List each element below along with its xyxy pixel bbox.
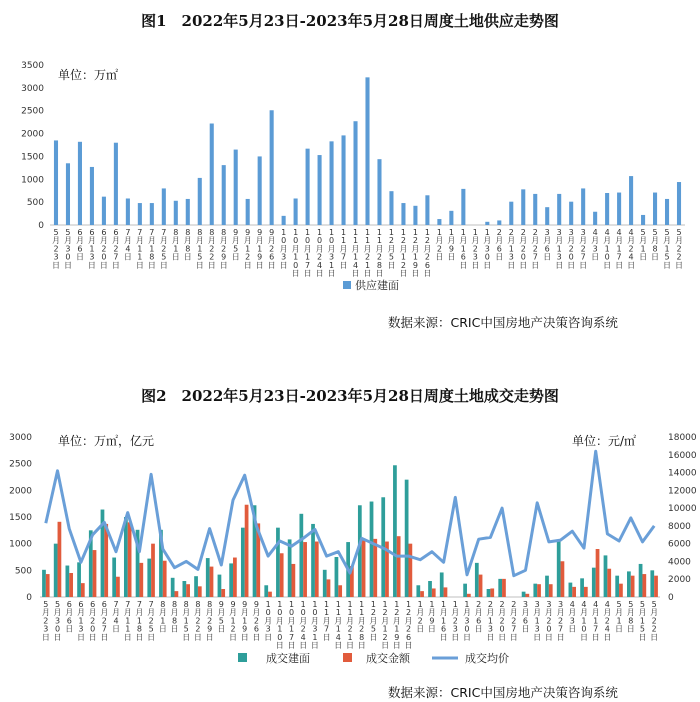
chart2-bar-area [311,524,315,597]
chart2-x-tick: 5 月 2 3 日 [41,600,50,642]
chart2-x-tick: 3 月 6 日 [521,600,530,634]
chart2-x-tick: 6 月 2 0 日 [88,600,97,642]
chart1-x-tick: 5 月 8 日 [651,228,660,262]
chart2-bar-area [498,579,502,597]
chart1-x-tick: 8 月 2 9 日 [219,228,228,270]
chart2-bar-area [206,558,210,597]
chart1-x-tick: 8 月 1 5 日 [195,228,204,270]
chart2-x-tick: 6 月 6 日 [65,600,74,634]
chart2-bar-amount [444,587,448,597]
chart2-x-tick: 1 2 月 5 日 [369,600,378,642]
chart2-bar-amount [58,522,62,597]
chart2-bar-area [639,564,643,597]
chart1-x-tick: 7 月 2 5 日 [159,228,168,270]
chart2-bar-amount [163,561,167,597]
chart2-bar-amount [292,564,296,597]
chart1-y-tick: 0 [38,221,44,231]
chart1-x-tick: 5 月 2 3 日 [51,228,60,270]
chart1-x-tick: 1 0 月 3 日 [279,228,288,270]
chart2-y-tick: 1000 [9,539,32,550]
chart2-bar-amount [46,574,50,597]
chart2-bar-area [569,583,573,597]
chart2-x-tick: 1 1 月 2 8 日 [357,600,366,650]
chart2-x-tick: 1 月 9 日 [427,600,436,634]
chart2-bar-area [229,563,233,597]
chart2-bar-area [241,528,245,597]
chart2-title: 图2 2022年5月23日-2023年5月28日周度土地成交走势图 [141,387,559,405]
chart2-x-tick: 5 月 1 5 日 [638,600,647,642]
chart2-legend-label-price: 成交均价 [465,652,509,665]
chart1-x-tick: 4 月 2 4 日 [627,228,636,270]
chart2-x-tick: 9 月 1 2 日 [229,600,238,642]
chart1-x-tick: 5 月 1 日 [639,228,648,262]
chart2-x-tick: 1 月 2 日 [416,600,425,634]
chart2-bar-area [615,576,619,597]
chart2-x-tick: 1 月 3 0 日 [462,600,471,642]
chart1-x-tick: 4 月 1 7 日 [615,228,624,270]
chart1-unit: 单位：万㎡ [58,68,119,82]
chart1-x-tick: 1 1 月 7 日 [339,228,348,270]
chart1-x-tick: 3 月 2 0 日 [567,228,576,270]
chart2-bar-area [393,465,397,597]
chart2-bar-area [276,528,280,597]
chart1-x-tick: 1 0 月 3 1 日 [327,228,336,278]
chart1-x-tick: 1 月 9 日 [447,228,456,262]
chart2-x-tick: 7 月 2 5 日 [147,600,156,642]
chart2-bar-area [463,584,467,597]
chart2-bar-amount [572,587,576,597]
chart2-bar-amount [490,588,494,597]
chart2-unit-left: 单位：万㎡，亿元 [58,434,155,448]
chart1-y-tick: 2500 [21,106,44,117]
chart1-title: 图1 2022年5月23日-2023年5月28日周度土地供应走势图 [141,12,559,30]
chart2-bar-amount [525,594,529,597]
chart2-bar-amount [362,540,366,597]
chart2-x-tick: 4 月 1 7 日 [591,600,600,642]
chart2-x-tick: 6 月 1 3 日 [76,600,85,642]
chart2-bar-amount [642,574,646,597]
chart1-x-tick: 8 月 2 2 日 [207,228,216,270]
chart1-source: 数据来源：CRIC中国房地产决策咨询系统 [388,315,618,330]
chart2-legend-label-amount: 成交金额 [366,652,410,665]
chart2-bar-area [335,557,339,597]
chart2-bar-area [533,584,537,597]
chart1-y-tick: 1000 [21,175,44,186]
chart1-x-tick: 1 月 3 0 日 [483,228,492,270]
chart2-bar-amount [315,542,319,597]
chart1-x-tick: 1 0 月 1 7 日 [303,228,312,278]
chart1-x-tick: 1 1 月 2 1 日 [363,228,372,278]
chart2-bar-amount [139,563,143,597]
chart2-x-tick: 1 2 月 1 2 日 [381,600,390,650]
chart2-y2-tick: 6000 [668,539,691,550]
chart2-bar-area [522,592,526,597]
chart1-x-tick: 6 月 1 3 日 [87,228,96,270]
chart2-bar-area [440,572,444,597]
chart2-bar-area [42,570,46,597]
chart2-x-tick: 8 月 2 2 日 [193,600,202,642]
chart2-x-tick: 3 月 2 0 日 [544,600,553,642]
chart2-x-tick: 2 月 2 0 日 [498,600,507,642]
chart2-x-tick: 1 0 月 3 1 日 [310,600,319,650]
chart2-bar-area [124,517,128,597]
chart1-x-tick: 6 月 2 0 日 [99,228,108,270]
chart2-x-tick: 8 月 1 日 [158,600,167,634]
chart2-x-tick: 3 月 2 7 日 [556,600,565,642]
chart2-bar-amount [303,542,307,597]
chart2-x-tick: 8 月 8 日 [170,600,179,634]
chart2-x-tick: 4 月 2 4 日 [603,600,612,642]
chart1-x-tick: 1 2 月 5 日 [387,228,396,270]
chart2-bar-amount [69,573,73,597]
chart1-x-tick: 6 月 2 7 日 [111,228,120,270]
chart2-x-tick: 7 月 4 日 [112,600,121,634]
chart2-bar-area [264,585,268,597]
chart2-x-tick: 9 月 1 9 日 [240,600,249,642]
chart2-bar-area [580,578,584,597]
chart1-x-tick: 3 月 2 7 日 [579,228,588,270]
chart2-y-tick: 2000 [9,486,32,497]
chart2-x-tick: 1 2 月 1 9 日 [392,600,401,650]
chart1-x-tick: 7 月 4 日 [123,228,132,262]
chart1-x-tick: 1 2 月 1 9 日 [411,228,420,278]
chart2-bar-amount [607,569,611,597]
chart2-x-tick: 1 0 月 1 7 日 [287,600,296,650]
chart2-x-tick: 3 月 1 3 日 [533,600,542,642]
chart2-legend-swatch-amount [343,653,352,662]
chart1-x-tick: 7 月 1 8 日 [147,228,156,270]
chart1-x-tick: 4 月 1 0 日 [603,228,612,270]
chart1-y-tick: 3500 [21,61,44,71]
chart2-bar-amount [151,544,155,597]
chart1-x-tick: 1 0 月 1 0 日 [291,228,300,278]
chart1-x-tick: 8 月 8 日 [183,228,192,262]
chart2-bar-area [112,558,116,597]
chart2-bar-amount [479,575,483,597]
chart2-bar-amount [221,589,225,597]
chart1-x-tick: 9 月 1 2 日 [243,228,252,270]
chart1-x-tick: 8 月 1 日 [171,228,180,262]
chart1-x-tick: 4 月 3 日 [591,228,600,262]
chart1-x-tick: 5 月 3 0 日 [63,228,72,270]
chart2-x-tick: 1 1 月 1 4 日 [334,600,343,650]
chart1-x-tick: 1 1 月 2 8 日 [375,228,384,278]
chart2-bar-amount [128,522,132,597]
chart2-bar-amount [81,583,85,597]
chart2-y-tick: 2500 [9,459,32,470]
chart1-x-tick: 1 1 月 1 4 日 [351,228,360,278]
chart2-bar-area [54,544,58,597]
chart1-x-tick: 9 月 2 6 日 [267,228,276,270]
chart2-bar-area [194,576,198,597]
chart1-x-tick: 1 2 月 2 6 日 [423,228,432,278]
chart2-bar-area [604,555,608,597]
chart2-x-tick: 5 月 1 日 [615,600,624,634]
chart2-bar-amount [175,591,179,597]
chart2-x-tick: 5 月 8 日 [626,600,635,634]
chart2-bar-area [487,589,491,597]
chart2-x-tick: 1 0 月 2 4 日 [299,600,308,650]
chart2-bar-amount [210,567,214,597]
chart2-x-tick: 1 月 2 3 日 [451,600,460,642]
chart1-x-tick: 6 月 6 日 [75,228,84,262]
chart2-bar-amount [373,539,377,597]
chart1-x-tick: 1 月 1 6 日 [459,228,468,270]
chart2-bar-area [370,502,374,597]
chart2-x-tick: 4 月 3 日 [568,600,577,634]
chart2-bar-area [171,578,175,597]
chart2-y-tick: 500 [14,566,32,577]
chart2-bar-amount [561,561,565,597]
chart2-bar-amount [408,544,412,597]
chart2-bar-amount [93,550,97,597]
chart1-x-tick: 5 月 1 5 日 [663,228,672,270]
chart2-x-tick: 1 0 月 1 0 日 [275,600,284,650]
chart1-legend-label: 供应建面 [355,279,399,292]
chart1-x-tick: 5 月 2 2 日 [675,228,684,270]
chart2-legend-swatch-area [238,653,247,662]
chart2-bar-area [592,568,596,597]
chart2-bar-area [557,541,561,597]
chart2-source: 数据来源：CRIC中国房地产决策咨询系统 [388,685,618,700]
chart2-bar-amount [549,584,553,597]
chart2-y2-tick: 16000 [668,450,697,461]
chart2-bar-amount [198,586,202,597]
chart1-x-tick: 9 月 1 9 日 [255,228,264,270]
chart2-legend-label-area: 成交建面 [266,652,310,665]
chart2-bar-amount [584,587,588,597]
chart2-x-tick: 6 月 2 7 日 [100,600,109,642]
chart2-bar-amount [327,579,331,597]
chart2-x-tick: 2 月 1 3 日 [486,600,495,642]
chart1-x-tick: 1 2 月 1 2 日 [399,228,408,278]
chart1-x-tick: 1 月 2 日 [435,228,444,262]
chart2-bar-area [77,562,81,597]
chart2-bar-area [288,539,292,597]
chart2-x-tick: 4 月 1 0 日 [579,600,588,642]
chart2-bar-amount [619,584,623,597]
chart2-x-tick: 1 1 月 7 日 [322,600,331,642]
chart2-bar-amount [186,584,190,597]
chart2-bar-amount [502,579,506,597]
chart1-y-tick: 500 [26,198,44,209]
chart2-x-tick: 5 月 2 2 日 [650,600,659,642]
chart1-x-tick: 2 月 1 3 日 [507,228,516,270]
chart2-y2-tick: 0 [668,593,674,603]
chart1-x-tick: 2 月 2 7 日 [531,228,540,270]
chart2-bar-amount [233,558,237,597]
chart2-x-tick: 1 2 月 2 6 日 [404,600,413,650]
chart2-x-tick: 9 月 2 6 日 [252,600,261,642]
chart2-bar-amount [467,594,471,597]
chart2-unit-right: 单位：元/㎡ [572,434,637,448]
chart2-x-tick: 8 月 1 5 日 [182,600,191,642]
chart2-x-tick: 8 月 2 9 日 [205,600,214,642]
chart2-bar-amount [397,536,401,597]
chart1-x-tick: 2 月 2 0 日 [519,228,528,270]
chart2-x-tick: 1 1 月 2 1 日 [346,600,354,650]
chart2-bar-amount [596,549,600,597]
chart2-bar-amount [245,505,249,597]
chart2-bar-amount [420,591,424,597]
chart2-x-tick: 9 月 5 日 [217,600,226,634]
chart2-bar-area [428,581,432,597]
chart2-bar-area [182,581,186,597]
chart2-x-tick: 2 月 2 7 日 [509,600,518,642]
chart2-y2-tick: 14000 [668,468,697,479]
chart2-y2-tick: 18000 [668,433,697,443]
chart1-y-tick: 1500 [21,152,44,163]
chart2-x-tick: 1 0 月 3 日 [264,600,273,642]
chart2-x-tick: 1 月 1 6 日 [439,600,448,642]
chart2-y2-tick: 2000 [668,575,691,586]
chart2-bar-area [627,571,631,597]
chart2-bar-area [416,585,420,597]
chart2-bar-area [323,570,327,597]
chart2-y-tick: 1500 [9,513,32,523]
chart2-bar-area [66,566,70,597]
chart2-x-tick: 7 月 1 1 日 [123,600,132,642]
chart2-y2-tick: 4000 [668,557,691,568]
chart2-bar-area [475,563,479,597]
chart1-x-tick: 1 月 2 3 日 [471,228,480,270]
chart2-y2-tick: 12000 [668,486,697,497]
chart1-x-tick: 7 月 1 1 日 [135,228,144,270]
chart2-bar-area [299,514,303,597]
chart2-bar-area [405,480,409,597]
chart2-x-tick: 5 月 3 0 日 [53,600,62,642]
chart2-bar-amount [631,576,635,597]
chart2-bar-amount [104,524,108,597]
chart2-bar-area [218,575,222,597]
chart2-bar-amount [280,553,284,597]
chart1-y-tick: 2000 [21,129,44,140]
chart2-bar-amount [338,585,342,597]
chart2-bar-amount [116,577,120,597]
chart2-bar-area [147,559,151,597]
chart2-x-tick: 2 月 6 日 [474,600,483,634]
chart2-bar-amount [654,576,658,597]
chart1-x-tick: 1 0 月 2 4 日 [315,228,324,278]
chart1-x-tick: 3 月 1 3 日 [555,228,564,270]
chart2-bar-area [545,576,549,597]
chart2-y2-tick: 10000 [668,504,697,515]
chart2-bar-amount [432,588,436,597]
chart2-bar-amount [268,592,272,597]
chart2-bar-area [650,570,654,597]
chart1-x-tick: 2 月 6 日 [495,228,504,262]
chart2-y-tick: 3000 [9,433,32,443]
chart2-y-tick: 0 [26,593,32,603]
chart2-x-tick: 7 月 1 8 日 [135,600,144,642]
chart1-y-tick: 3000 [21,83,44,94]
chart1-x-tick: 9 月 5 日 [231,228,240,262]
chart1-x-tick: 3 月 6 日 [543,228,552,262]
chart2-y2-tick: 8000 [668,521,691,532]
chart2-bar-amount [537,584,541,597]
